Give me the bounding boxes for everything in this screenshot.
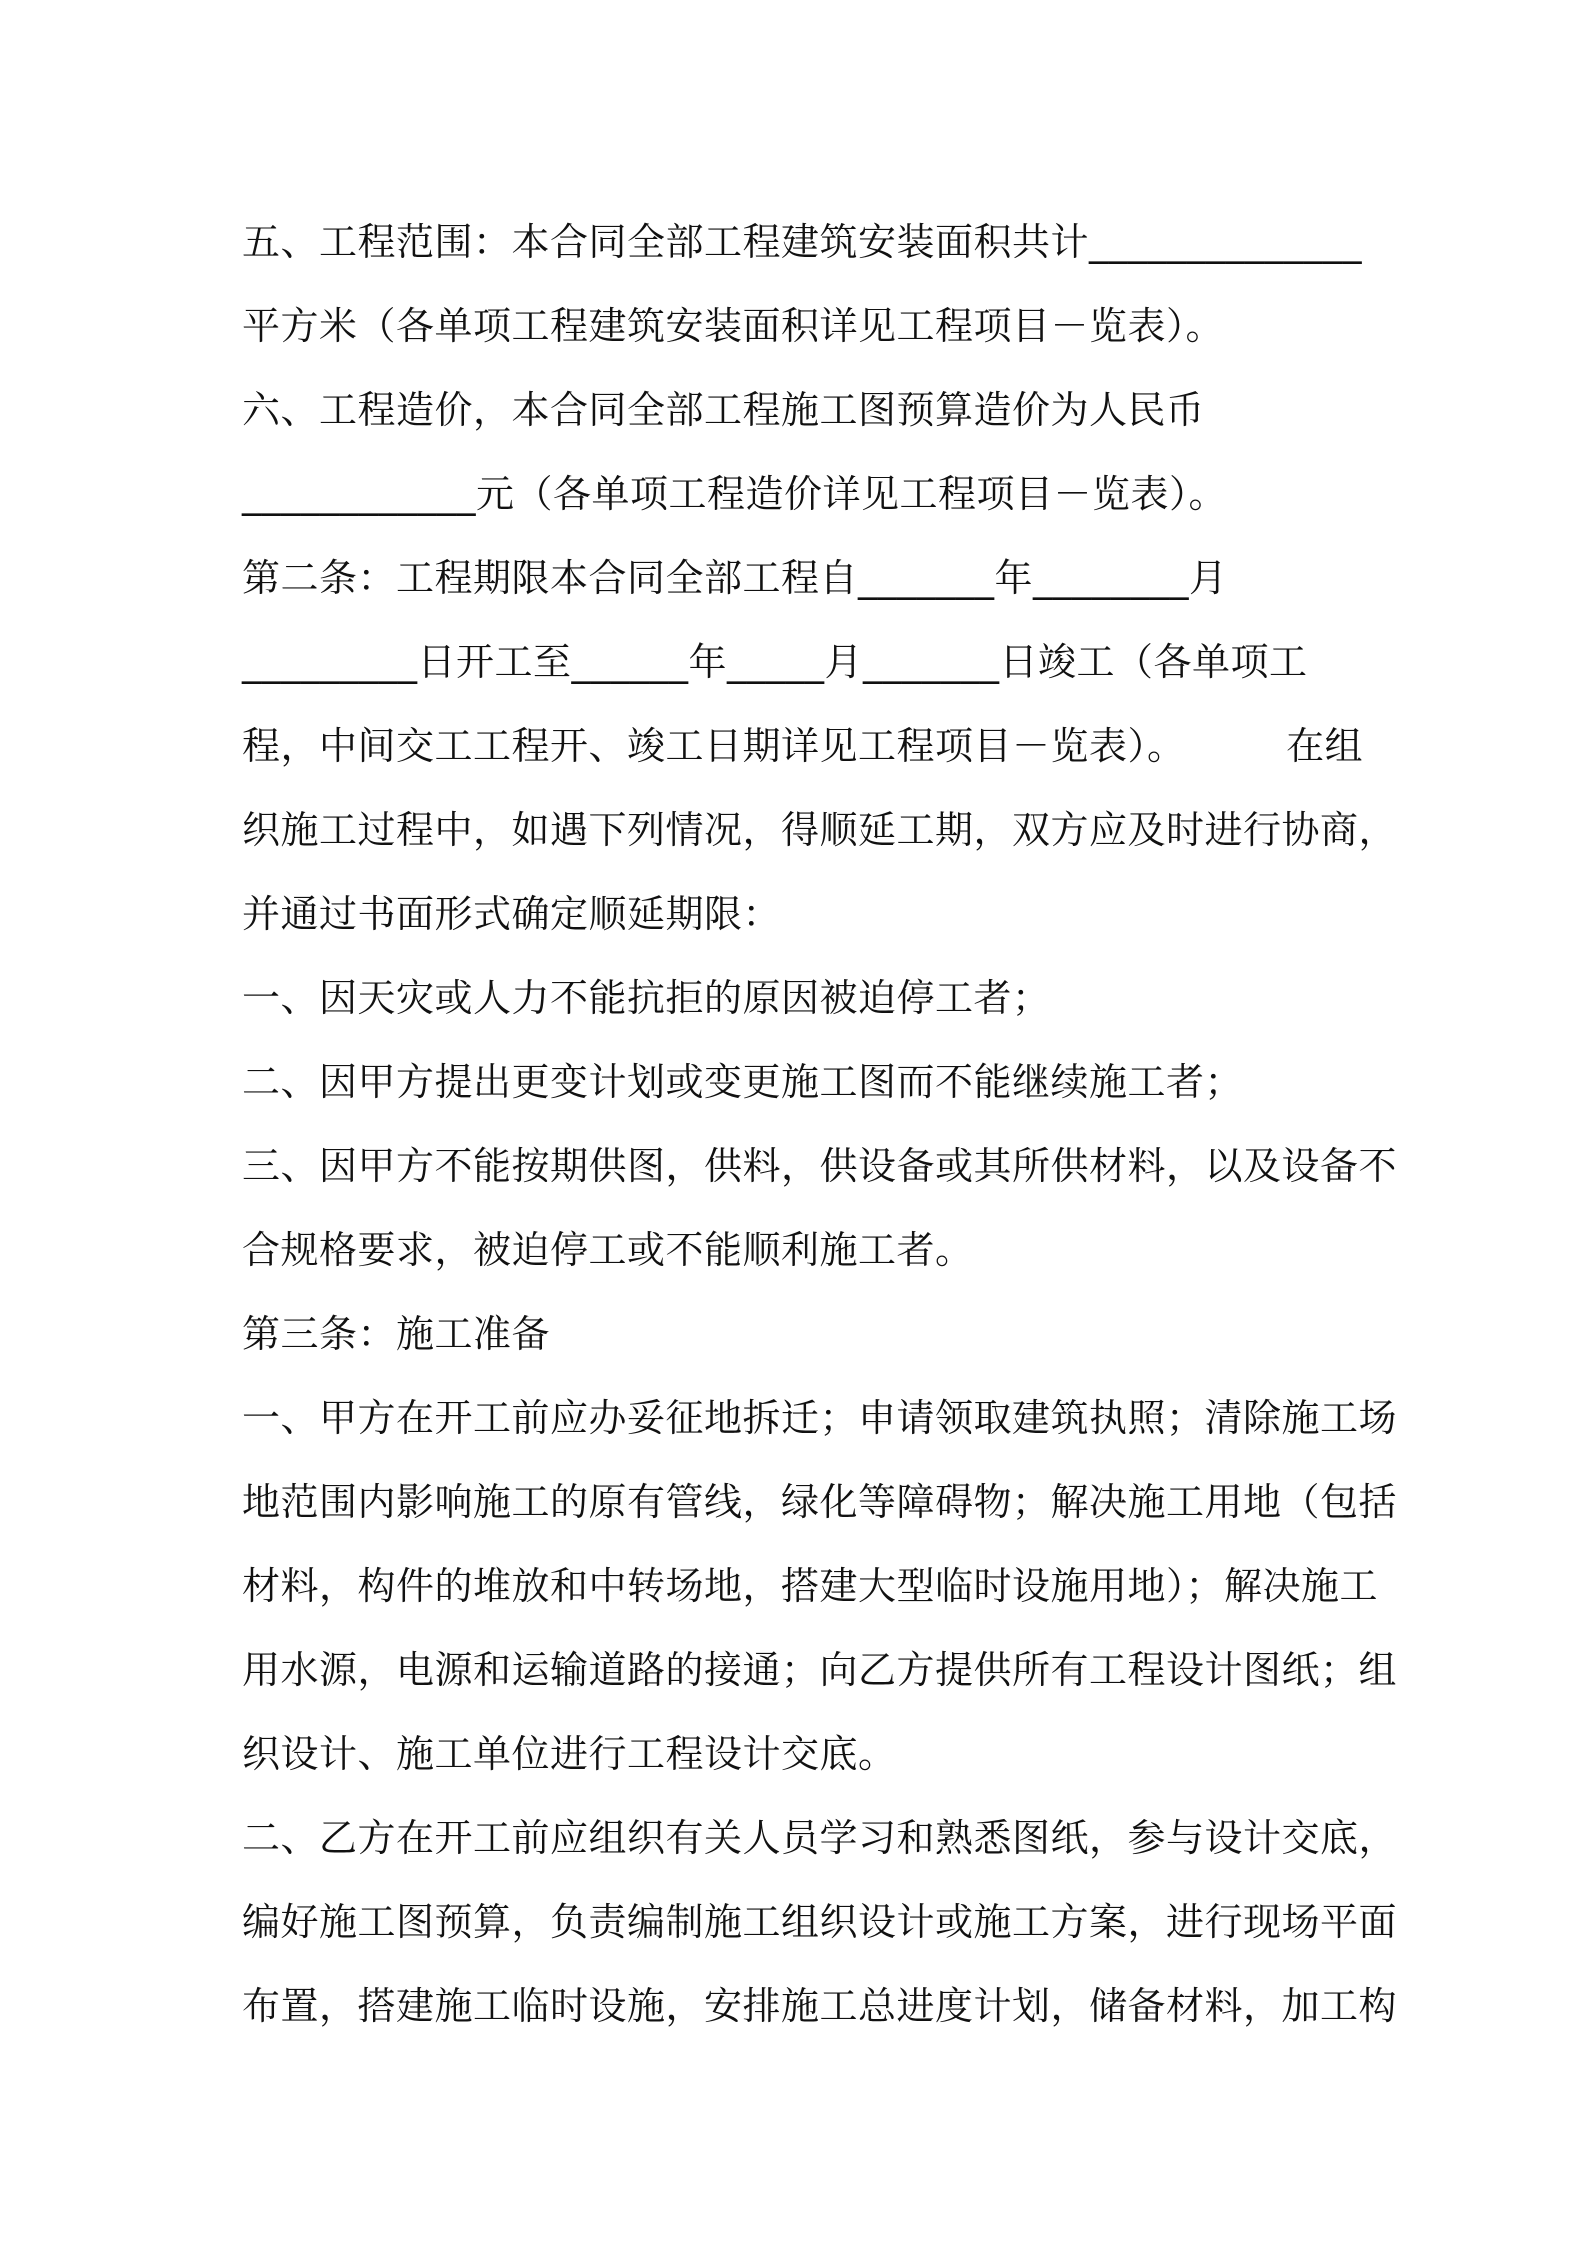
text-line: 织设计、施工单位进行工程设计交底。 [242,1732,897,1776]
text-line: 地范围内影响施工的原有管线，绿化等障碍物；解决施工用地（包括 [242,1480,1398,1524]
text-line: 六、工程造价，本合同全部工程施工图预算造价为人民币 [242,388,1205,432]
text-line: 平方米（各单项工程建筑安装面积详见工程项目－览表）。 [242,304,1225,348]
text-line: _________日开工至______年_____月_______日竣工（各单项工 [242,640,1308,684]
text-line: 一、甲方在开工前应办妥征地拆迁；申请领取建筑执照；清除施工场 [242,1396,1398,1440]
text-line: 合规格要求，被迫停工或不能顺利施工者。 [242,1228,974,1272]
text-line: 用水源，电源和运输道路的接通；向乙方提供所有工程设计图纸；组 [242,1648,1398,1692]
text-line: 织施工过程中，如遇下列情况，得顺延工期，双方应及时进行协商， [242,808,1398,852]
text-line: 二、因甲方提出更变计划或变更施工图而不能继续施工者； [242,1060,1244,1104]
text-line: 编好施工图预算，负责编制施工组织设计或施工方案，进行现场平面 [242,1900,1398,1944]
text-line: 第二条：工程期限本合同全部工程自_______年________月 [242,556,1228,600]
text-line: 第三条：施工准备 [242,1312,551,1356]
text-line: 并通过书面形式确定顺延期限： [242,892,782,936]
text-line: 五、工程范围：本合同全部工程建筑安装面积共计______________ [242,220,1363,264]
text-line: 一、因天灾或人力不能抗拒的原因被迫停工者； [242,976,1051,1020]
contract-text [242,200,1398,2048]
text-line: 三、因甲方不能按期供图，供料，供设备或其所供材料，以及设备不 [242,1144,1398,1188]
text-line: 材料，构件的堆放和中转场地，搭建大型临时设施用地）；解决施工 [242,1564,1379,1608]
text-line: 二、乙方在开工前应组织有关人员学习和熟悉图纸，参与设计交底， [242,1816,1398,1860]
text-line: ____________元（各单项工程造价详见工程项目－览表）。 [242,472,1228,516]
text-line: 程，中间交工工程开、竣工日期详见工程项目－览表）。 在组 [242,724,1364,768]
text-line: 布置，搭建施工临时设施，安排施工总进度计划，储备材料，加工构 [242,1984,1398,2028]
